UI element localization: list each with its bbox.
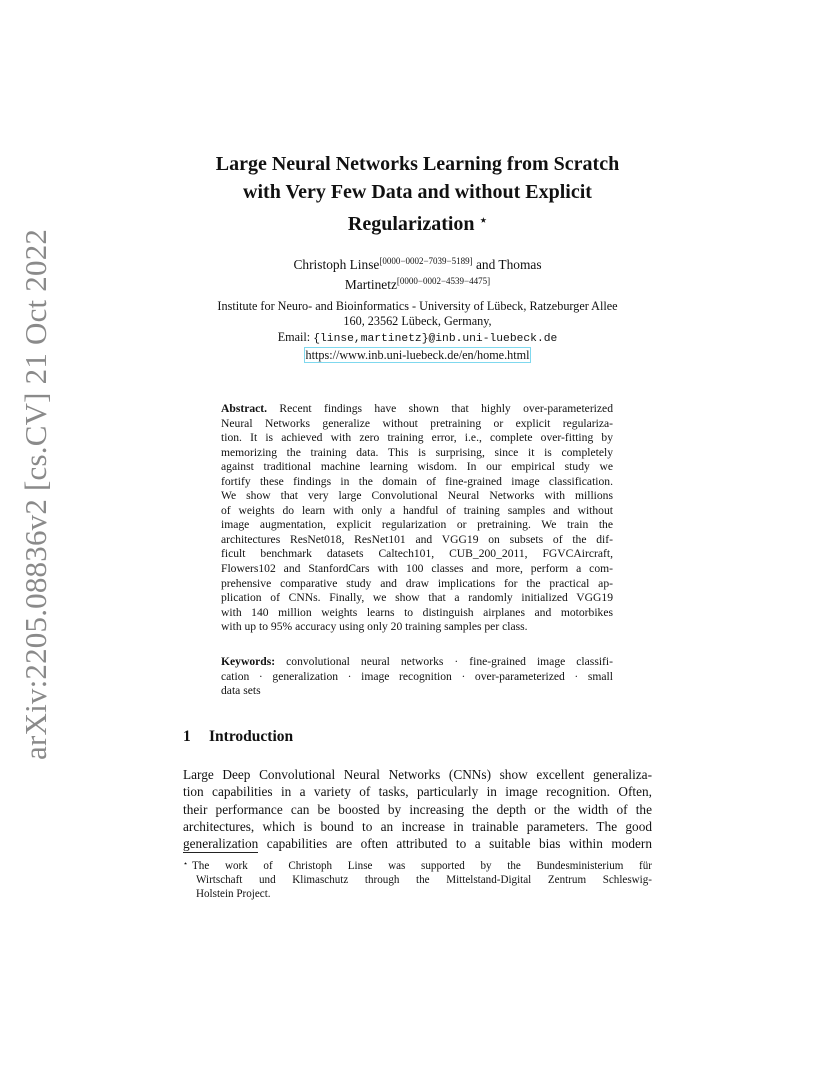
email-line [160,330,675,347]
body-line: tion capabilities in a variety of tasks, particularly in image recognition. Often, [183,784,652,800]
keywords-line-text: convolutional neural networks · fine-grained image classifi- [275,655,613,668]
footnote-star: ⋆ [183,859,189,868]
section-number: 1 [183,728,191,745]
body-line: Large Deep Convolutional Neural Networks (CNNs) show excellent generaliza- [183,767,652,782]
abstract-line: with 140 million weights learns to distinguish airplanes and motorbikes [221,605,613,619]
title-line-text: Regularization [347,213,475,235]
footnote-line [183,857,652,873]
footnote [183,857,652,902]
keywords-line: data sets [221,684,261,698]
title-line: with Very Few Data and without Explicit [243,181,592,203]
affiliation-line: Institute for Neuro- and Bioinformatics - University of Lübeck, Ratzeburger Allee [217,299,618,313]
intro-paragraph [183,766,652,852]
paper-title [150,150,685,238]
footnote-line-text: The work of Christoph Linse was supported by the Bundesministerium für [192,860,652,872]
footnote-line: Holstein Project. [196,888,271,901]
abstract-line: prehensive comparative study and draw implications for the practical ap- [221,576,613,590]
keywords-line [221,655,613,670]
email-address[interactable]: {linse,martinetz}@inb.uni-luebeck.de [313,332,558,345]
abstract-line: Flowers102 and StanfordCars with 100 classes and more, perform a com- [221,562,613,576]
abstract-line: of weights do learn with only a handful of training samples and without [221,503,613,517]
abstract-line: image augmentation, explicit regularization or pretraining. We train the [221,518,613,532]
body-line: generalization capabilities are often attributed to a suitable bias within modern [183,836,652,852]
author-list [180,253,655,293]
abstract-line: tion. It is achieved with zero training error, i.e., complete over-fitting by [221,431,613,445]
footnote-rule [183,852,258,853]
abstract-line: fortify these findings in the domain of fine-grained image classification. [221,474,613,488]
body-line: architectures, which is bound to an increase in trainable parameters. The good [183,818,652,834]
abstract-line: architectures ResNet018, ResNet101 and VGG19 on subsets of the dif- [221,532,613,546]
abstract-line: We show that very large Convolutional Neural Networks with millions [221,489,613,503]
author-joiner: and Thomas [472,257,542,272]
abstract [221,402,613,635]
keywords-label: Keywords: [221,655,276,668]
abstract-line: plication of CNNs. Finally, we show that a randomly initialized VGG19 [221,591,613,605]
abstract-line [221,402,613,417]
keywords-line: cation · generalization · image recognition · over-parameterized · small [221,669,613,683]
affiliation-block [160,299,675,363]
section-title: Introduction [209,728,294,745]
url-line [160,347,675,363]
author-orcid: [0000−0002−7039−5189] [379,256,473,266]
title-footnote-star: ⋆ [479,213,488,227]
abstract-line: memorizing the training data. This is surprising, since it is completely [221,445,613,459]
abstract-line: ficult benchmark datasets Caltech101, CUB_200_2011, FGVCAircraft, [221,547,613,561]
affiliation-line: 160, 23562 Lübeck, Germany, [343,314,492,329]
keywords [221,655,613,699]
author-name: Christoph Linse [293,257,380,272]
title-line: Large Neural Networks Learning from Scratch [215,153,620,175]
abstract-line: with up to 95% accuracy using only 20 training samples per class. [221,620,528,634]
email-label: Email: [277,329,314,344]
title-line [150,206,685,238]
body-line: their performance can be boosted by increasing the depth or the width of the [183,801,652,817]
abstract-line: against traditional machine learning wisdom. In our empirical study we [221,460,613,474]
footnote-line: Wirtschaft und Klimaschutz through the Mittelstand-Digital Zentrum Schleswig- [196,874,652,887]
author-name: Martinetz [344,277,397,292]
institute-url-link[interactable]: https://www.inb.uni-luebeck.de/en/home.html [305,347,530,362]
abstract-line-text: Recent findings have shown that highly over-parameterized [267,402,613,415]
section-heading [183,727,293,747]
arxiv-identifier-stamp: arXiv:2205.08836v2 [cs.CV] 21 Oct 2022 [18,228,53,760]
author-orcid: [0000−0002−4539−4475] [396,276,491,286]
author-line [180,273,655,293]
author-line [180,253,655,273]
abstract-label: Abstract. [221,402,268,415]
abstract-line: Neural Networks generalize without pretraining or explicit regulariza- [221,416,613,430]
